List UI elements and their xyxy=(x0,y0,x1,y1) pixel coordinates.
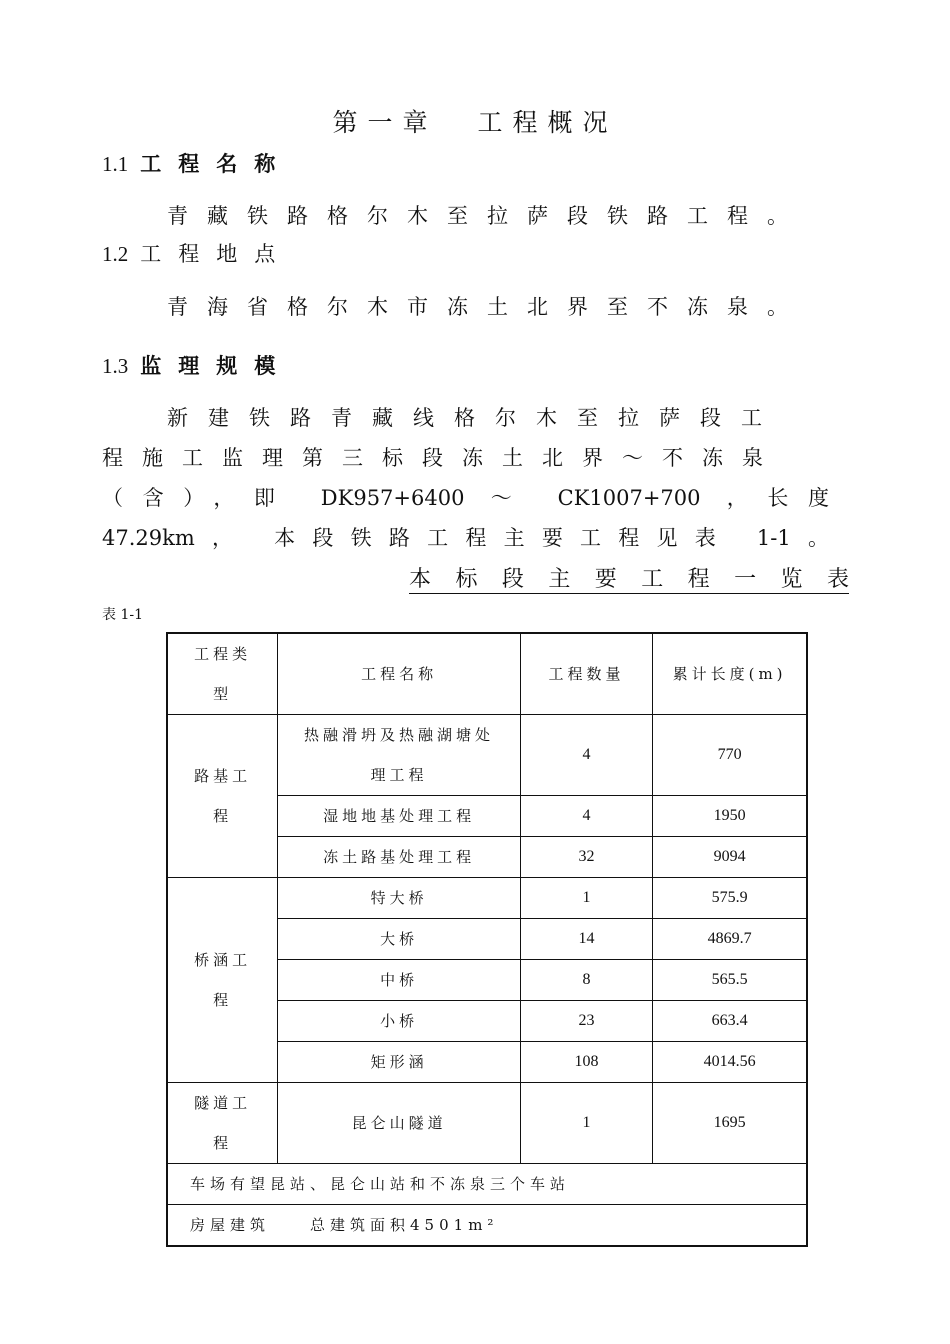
section-3-heading xyxy=(102,350,292,380)
section-3-line-2: 程施工监理第三标段冻土北界～不冻泉 xyxy=(102,446,782,470)
work-name: 特大桥 xyxy=(278,878,521,919)
work-qty: 23 xyxy=(520,1001,652,1042)
table-footer-row xyxy=(167,1205,807,1247)
work-name: 小桥 xyxy=(278,1001,521,1042)
section-1-title: 工程名称 xyxy=(140,152,293,176)
work-length: 1695 xyxy=(653,1083,807,1164)
work-qty: 14 xyxy=(520,919,652,960)
table-header-row xyxy=(167,633,807,715)
work-name: 昆仑山隧道 xyxy=(278,1083,521,1164)
header-qty: 工程数量 xyxy=(520,633,652,715)
section-2-number: 1.2 xyxy=(102,242,129,266)
header-length: 累计长度(m) xyxy=(653,633,807,715)
header-name: 工程名称 xyxy=(278,633,521,715)
section-2-heading xyxy=(102,238,292,268)
work-length: 565.5 xyxy=(653,960,807,1001)
section-1-body: 青藏铁路格尔木至拉萨段铁路工程。 xyxy=(167,204,807,228)
work-name: 矩形涵 xyxy=(278,1042,521,1083)
category-cell: 路基工程 xyxy=(167,715,278,878)
table-row xyxy=(167,878,807,919)
table-row xyxy=(167,715,807,796)
category-cell: 桥涵工程 xyxy=(167,878,278,1083)
section-2-body: 青海省格尔木市冻土北界至不冻泉。 xyxy=(167,295,807,319)
table-label: 表 1-1 xyxy=(102,607,143,623)
section-3-line-1: 新建铁路青藏线格尔木至拉萨段工 xyxy=(167,406,782,430)
section-2-title: 工程地点 xyxy=(140,242,293,266)
work-length: 9094 xyxy=(653,837,807,878)
table-footer-row xyxy=(167,1164,807,1205)
building-note xyxy=(167,1205,807,1247)
category-cell: 隧道工程 xyxy=(167,1083,278,1164)
work-name: 中桥 xyxy=(278,960,521,1001)
building-label: 房屋建筑 xyxy=(190,1216,271,1234)
section-1-heading xyxy=(102,148,292,178)
section-3-title: 监理规模 xyxy=(140,354,293,378)
work-name: 热融滑坍及热融湖塘处理工程 xyxy=(278,715,521,796)
work-qty: 4 xyxy=(520,715,652,796)
work-length: 4869.7 xyxy=(653,919,807,960)
work-length: 4014.56 xyxy=(653,1042,807,1083)
section-3-number: 1.3 xyxy=(102,354,129,378)
work-name: 大桥 xyxy=(278,919,521,960)
work-length: 663.4 xyxy=(653,1001,807,1042)
work-qty: 108 xyxy=(520,1042,652,1083)
main-works-table xyxy=(166,632,808,1247)
section-3-line-4: 47.29km， 本段铁路工程主要工程见表 1-1。 xyxy=(102,526,829,550)
work-qty: 1 xyxy=(520,878,652,919)
work-qty: 4 xyxy=(520,796,652,837)
work-length: 770 xyxy=(653,715,807,796)
chapter-title: 第一章 工程概况 xyxy=(332,108,618,137)
work-qty: 8 xyxy=(520,960,652,1001)
header-type: 工程类型 xyxy=(167,633,278,715)
work-qty: 32 xyxy=(520,837,652,878)
section-3-line-3: （含），即 DK957+6400 ～ CK1007+700 ，长度 xyxy=(102,486,829,510)
station-note: 车场有望昆站、昆仑山站和不冻泉三个车站 xyxy=(167,1164,807,1205)
building-value: 总建筑面积4501m² xyxy=(310,1216,499,1234)
work-qty: 1 xyxy=(520,1083,652,1164)
table-row xyxy=(167,1083,807,1164)
work-length: 1950 xyxy=(653,796,807,837)
table-caption: 本标段主要工程一览表 xyxy=(409,562,849,594)
work-name: 湿地地基处理工程 xyxy=(278,796,521,837)
work-length: 575.9 xyxy=(653,878,807,919)
section-1-number: 1.1 xyxy=(102,152,129,176)
work-name: 冻土路基处理工程 xyxy=(278,837,521,878)
